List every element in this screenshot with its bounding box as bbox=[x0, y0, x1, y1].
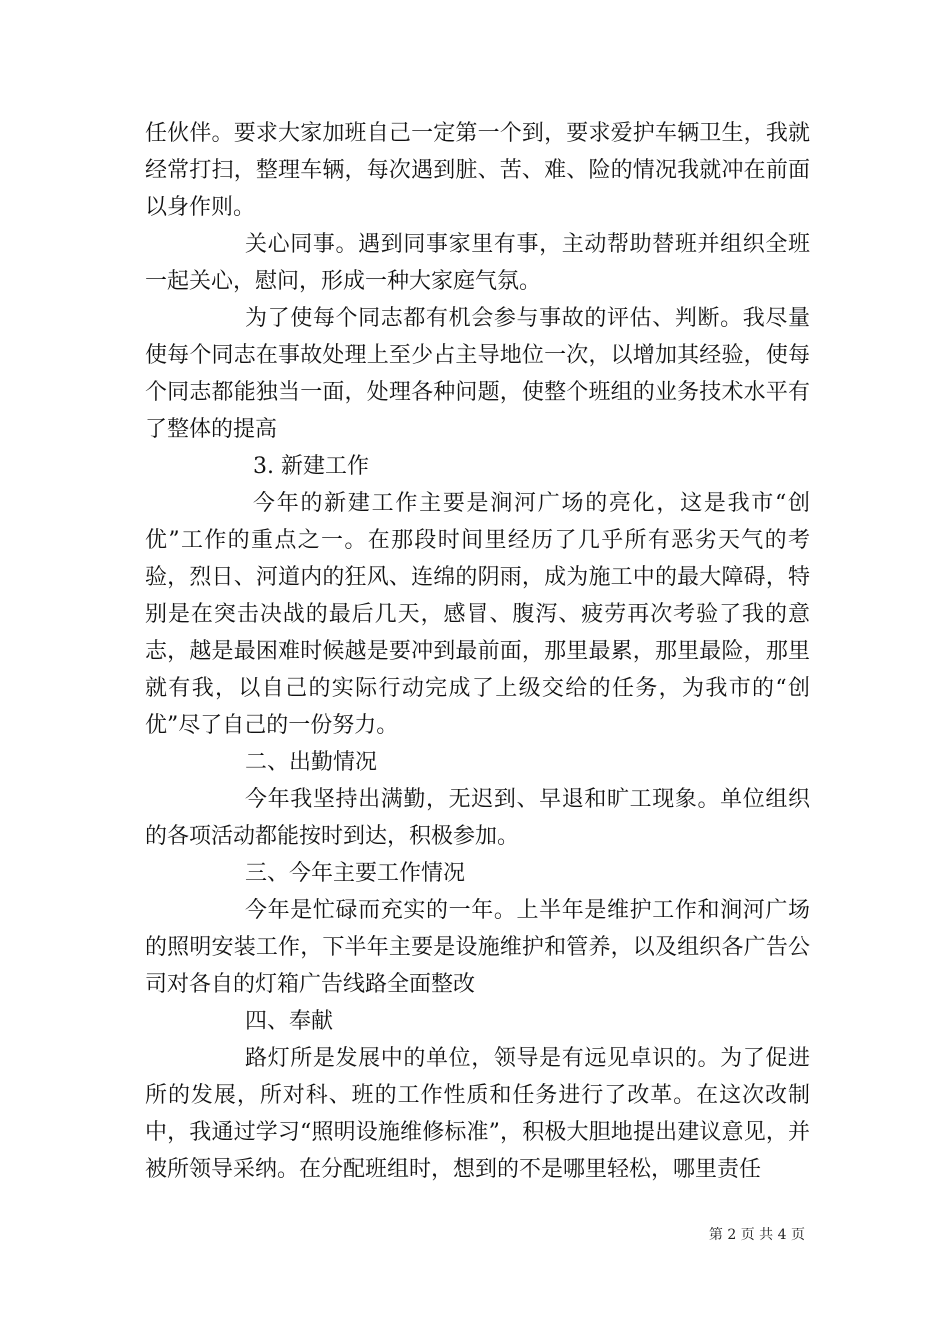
heading-main-work: 三、今年主要工作情况 bbox=[245, 861, 466, 886]
heading-dedication: 四、奉献 bbox=[245, 1009, 334, 1034]
paragraph-accident-assessment: 为了使每个同志都有机会参与事故的评估、判断。我尽量使每个同志在事故处理上至少占主导地位一次，以增加其经验，使每个同志都能独当一面，处理各种问题，使整个班组的业务技术水平有了整体的提高 bbox=[145, 306, 810, 442]
heading-attendance: 二、出勤情况 bbox=[245, 750, 378, 775]
paragraph-continuation: 任伙伴。要求大家加班自己一定第一个到，要求爱护车辆卫生，我就经常打扫，整理车辆，每次遇到脏、苦、难、险的情况我就冲在前面以身作则。 bbox=[145, 121, 810, 220]
paragraph-attendance: 今年我坚持出满勤，无迟到、早退和旷工现象。单位组织的各项活动都能按时到达，积极参加。 bbox=[145, 787, 810, 849]
body-text bbox=[145, 115, 810, 1188]
paragraph-care-colleagues: 关心同事。遇到同事家里有事，主动帮助替班并组织全班一起关心，慰问，形成一种大家庭气氛。 bbox=[145, 232, 810, 294]
paragraph-new-construction: 今年的新建工作主要是涧河广场的亮化，这是我市“创优”工作的重点之一。在那段时间里经历了几乎所有恶劣天气的考验，烈日、河道内的狂风、连绵的阴雨，成为施工中的最大障碍，特别是在突击决战的最后几天，感冒、腹泻、疲劳再次考验了我的意志，越是最困难时候越是要冲到最前面，那里最累，那里最险，那里就有我，以自己的实际行动完成了上级交给的任务，为我市的“创优”尽了自己的一份努力。 bbox=[145, 491, 810, 738]
page-number-footer: 第 2 页 共 4 页 bbox=[708, 1227, 805, 1243]
heading-new-construction: 3. 新建工作 bbox=[253, 454, 369, 479]
paragraph-dedication: 路灯所是发展中的单位，领导是有远见卓识的。为了促进所的发展，所对科、班的工作性质和任务进行了改革。在这次改制中，我通过学习“照明设施维修标准”，积极大胆地提出建议意见，并被所领导采纳。在分配班组时，想到的不是哪里轻松，哪里责任 bbox=[145, 1046, 810, 1182]
paragraph-main-work: 今年是忙碌而充实的一年。上半年是维护工作和涧河广场的照明安装工作，下半年主要是设施维护和管养，以及组织各广告公司对各自的灯箱广告线路全面整改 bbox=[145, 898, 810, 997]
